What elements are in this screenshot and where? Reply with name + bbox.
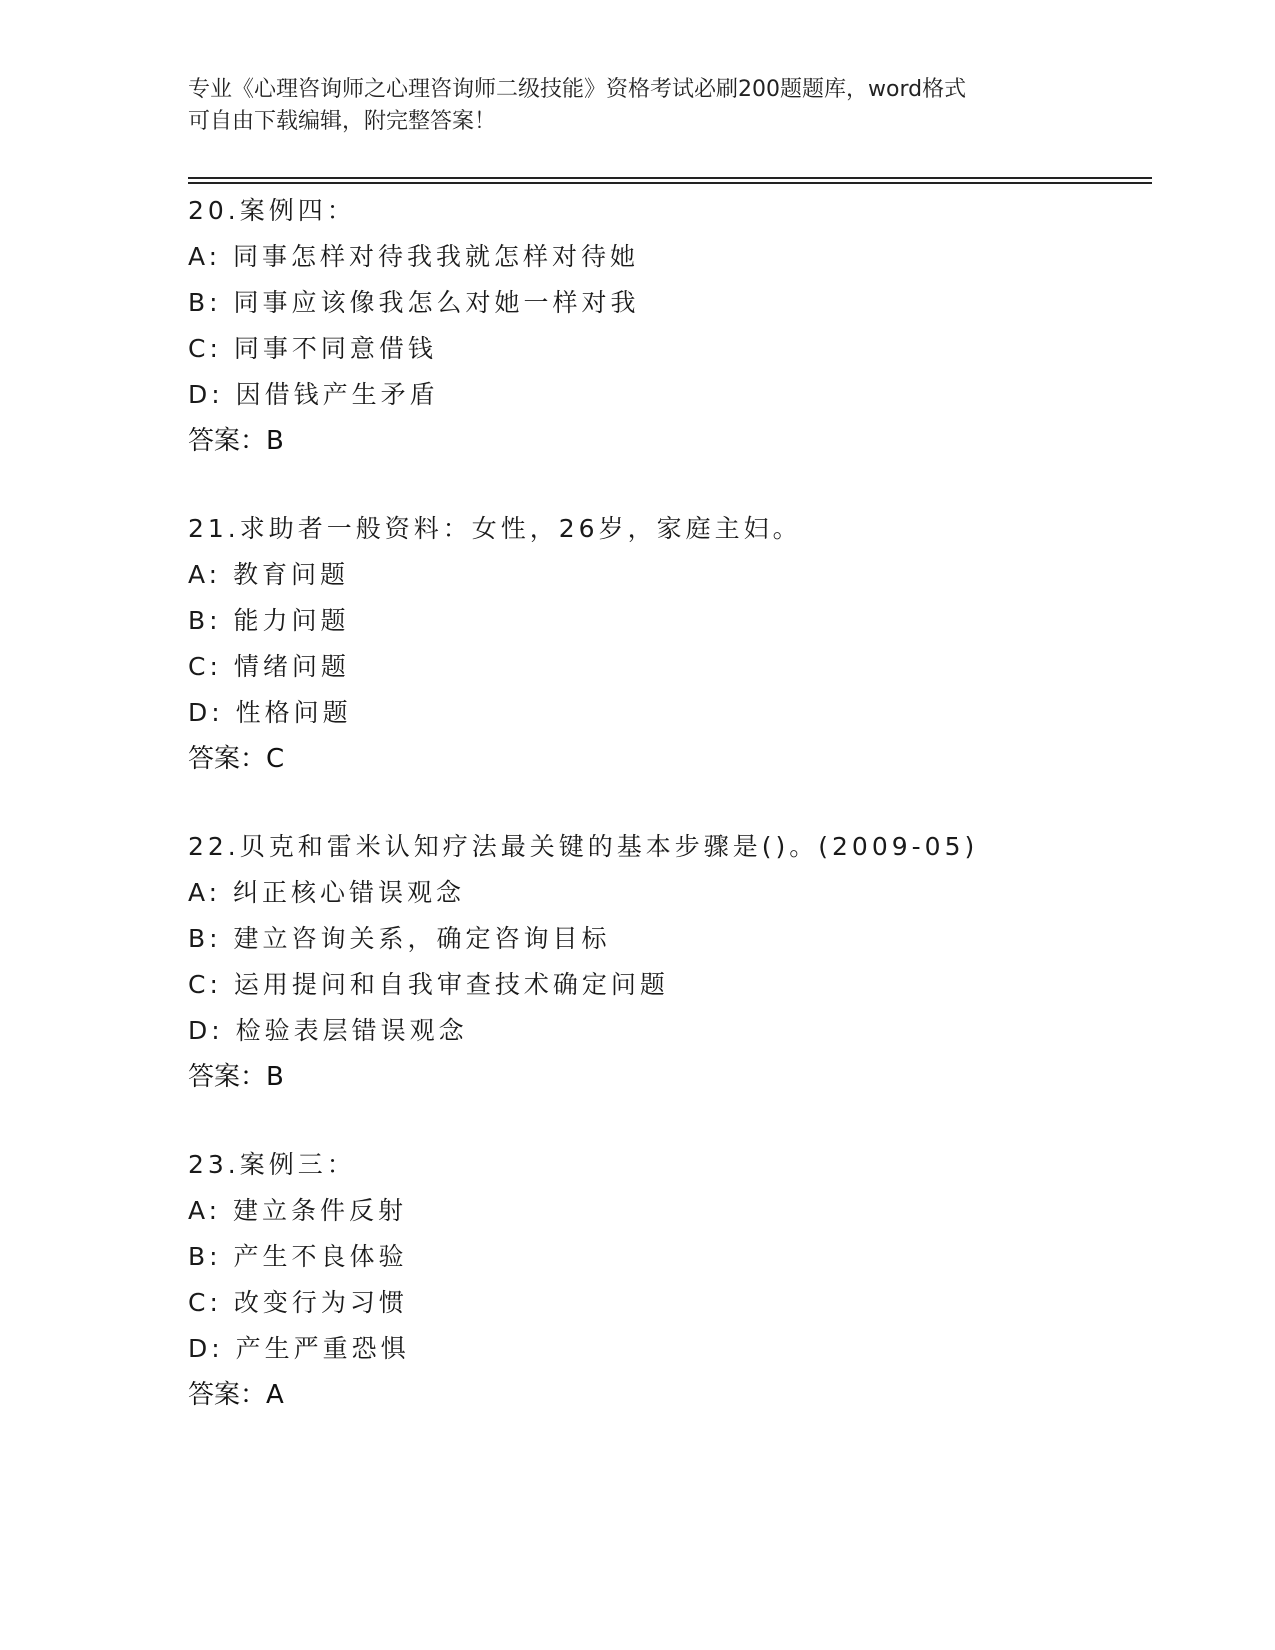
option-d: D: 性格问题	[188, 698, 352, 727]
option-d: D: 因借钱产生矛盾	[188, 380, 439, 409]
answer-line: 答案：B	[188, 1062, 284, 1092]
question-21	[188, 506, 1188, 782]
option-d: D: 检验表层错误观念	[188, 1016, 468, 1045]
option-c: C: 同事不同意借钱	[188, 334, 437, 363]
question-23	[188, 1142, 1188, 1418]
header-line-2: 可自由下载编辑，附完整答案！	[188, 109, 497, 134]
header-divider-bottom	[188, 182, 1152, 184]
question-stem: 23.案例三：	[188, 1150, 356, 1179]
answer-line: 答案：B	[188, 426, 284, 456]
option-a: A: 同事怎样对待我我就怎样对待她	[188, 242, 640, 271]
question-stem: 20.案例四：	[188, 196, 356, 225]
question-spacer	[188, 782, 1188, 824]
option-b: B: 同事应该像我怎么对她一样对我	[188, 288, 640, 317]
option-a: A: 纠正核心错误观念	[188, 878, 466, 907]
question-stem: 21.求助者一般资料：女性，26岁，家庭主妇。	[188, 514, 802, 543]
option-a: A: 教育问题	[188, 560, 350, 589]
header-line-1: 专业《心理咨询师之心理咨询师二级技能》资格考试必刷200题题库，word格式	[188, 77, 967, 102]
document-header	[188, 74, 1088, 138]
option-b: B: 建立咨询关系，确定咨询目标	[188, 924, 611, 953]
question-22	[188, 824, 1188, 1100]
option-b: B: 产生不良体验	[188, 1242, 408, 1271]
question-20	[188, 188, 1188, 464]
option-c: C: 情绪问题	[188, 652, 350, 681]
option-d: D: 产生严重恐惧	[188, 1334, 410, 1363]
option-c: C: 改变行为习惯	[188, 1288, 408, 1317]
question-stem: 22.贝克和雷米认知疗法最关键的基本步骤是()。(2009-05)	[188, 832, 979, 861]
option-c: C: 运用提问和自我审查技术确定问题	[188, 970, 669, 999]
question-list	[188, 188, 1188, 1418]
option-b: B: 能力问题	[188, 606, 350, 635]
answer-line: 答案：A	[188, 1380, 284, 1410]
option-a: A: 建立条件反射	[188, 1196, 408, 1225]
question-spacer	[188, 464, 1188, 506]
answer-line: 答案：C	[188, 744, 285, 774]
header-divider-top	[188, 177, 1152, 179]
question-spacer	[188, 1100, 1188, 1142]
